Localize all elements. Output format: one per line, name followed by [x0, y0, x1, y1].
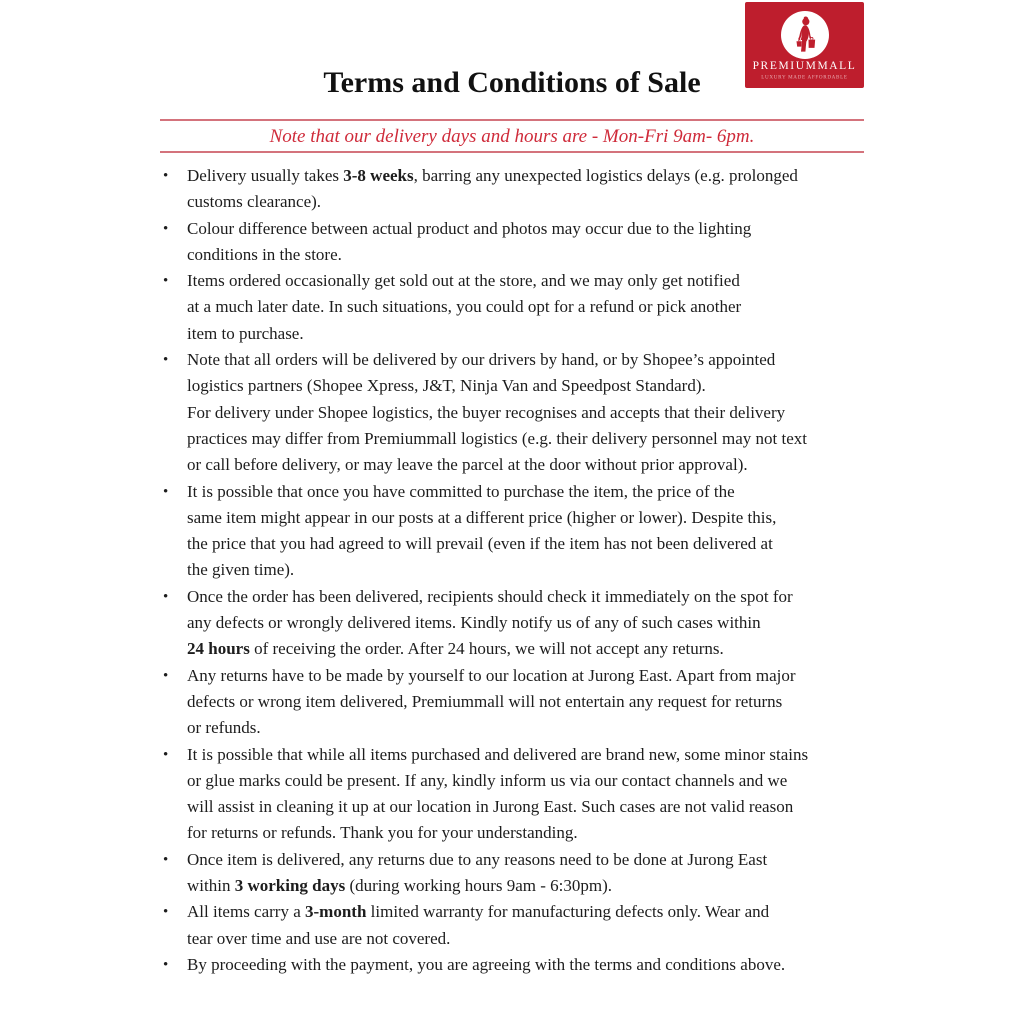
- list-item: [160, 847, 874, 900]
- term-line: It is possible that while all items purchased and delivered are brand new, some minor stains: [187, 744, 809, 764]
- logo-tagline: LUXURY MADE AFFORDABLE: [761, 75, 848, 81]
- term-line: 24 hours of receiving the order. After 24 hours, we will not accept any returns.: [187, 639, 724, 659]
- term-line: the price that you had agreed to will prevail (even if the item has not been delivered at: [187, 534, 773, 554]
- term-line: It is possible that once you have committed to purchase the item, the price of the: [187, 481, 735, 501]
- term-line: By proceeding with the payment, you are agreeing with the terms and conditions above.: [187, 954, 786, 974]
- term-line: any defects or wrongly delivered items. Kindly notify us of any of such cases within: [187, 613, 761, 633]
- bullet-marker: •: [163, 667, 169, 684]
- list-item: [160, 952, 874, 978]
- term-line: item to purchase.: [187, 323, 304, 343]
- term-line: tear over time and use are not covered.: [187, 928, 451, 948]
- term-text: [187, 952, 874, 978]
- woman-shopper-silhouette-icon: [785, 15, 825, 55]
- term-line: defects or wrong item delivered, Premiummall will not entertain any request for returns: [187, 691, 783, 711]
- term-line: the given time).: [187, 560, 295, 580]
- term-line: for returns or refunds. Thank you for your understanding.: [187, 823, 578, 843]
- bullet-marker: •: [163, 588, 169, 605]
- term-line: All items carry a 3-month limited warranty for manufacturing defects only. Wear and: [187, 902, 770, 922]
- bullet-marker: •: [163, 273, 169, 290]
- term-text: [187, 584, 874, 663]
- list-item: [160, 584, 874, 663]
- bullet-marker: •: [163, 851, 169, 868]
- logo-brand-name: PREMIUMMALL: [752, 60, 857, 72]
- divider-bottom: [160, 151, 864, 153]
- term-line: or refunds.: [187, 718, 261, 738]
- term-line: or glue marks could be present. If any, kindly inform us via our contact channels and we: [187, 770, 788, 790]
- list-item: [160, 347, 874, 478]
- term-line: logistics partners (Shopee Xpress, J&T, Ninja Van and Speedpost Standard).: [187, 376, 706, 396]
- term-line: or call before delivery, or may leave the parcel at the door without prior approval).: [187, 455, 748, 475]
- term-text: [187, 899, 874, 952]
- term-line: within 3 working days (during working hours 9am - 6:30pm).: [187, 876, 613, 896]
- bullet-marker: •: [163, 904, 169, 921]
- bullet-marker: •: [163, 483, 169, 500]
- list-item: [160, 216, 874, 269]
- term-line: Delivery usually takes 3-8 weeks, barring any unexpected logistics delays (e.g. prolonged: [187, 166, 798, 185]
- divider-top: [160, 119, 864, 121]
- page-title: Terms and Conditions of Sale: [323, 66, 701, 99]
- term-text: [187, 268, 874, 347]
- list-item: [160, 268, 874, 347]
- bullet-marker: •: [163, 746, 169, 763]
- term-line: will assist in cleaning it up at our location in Jurong East. Such cases are not valid reason: [187, 797, 794, 817]
- logo-emblem: [781, 11, 829, 59]
- term-line: same item might appear in our posts at a different price (higher or lower). Despite this,: [187, 507, 777, 527]
- term-line: Any returns have to be made by yourself to our location at Jurong East. Apart from major: [187, 665, 796, 685]
- term-line: conditions in the store.: [187, 244, 342, 264]
- bullet-marker: •: [163, 956, 169, 973]
- term-text: [187, 347, 874, 478]
- list-item: [160, 479, 874, 584]
- term-text: [187, 663, 874, 742]
- list-item: [160, 742, 874, 847]
- term-line: For delivery under Shopee logistics, the buyer recognises and accepts that their delivery: [187, 402, 786, 422]
- bullet-marker: •: [163, 220, 169, 237]
- term-line: Once item is delivered, any returns due to any reasons need to be done at Jurong East: [187, 849, 768, 869]
- term-text: [187, 216, 874, 269]
- bullet-marker: •: [163, 168, 169, 184]
- term-line: Note that all orders will be delivered by our drivers by hand, or by Shopee’s appointed: [187, 350, 776, 370]
- list-item: [160, 899, 874, 952]
- term-text: [187, 742, 874, 847]
- list-item: [160, 163, 874, 216]
- list-item: [160, 663, 874, 742]
- term-text: [187, 163, 874, 216]
- term-line: Colour difference between actual product and photos may occur due to the lighting: [187, 218, 752, 238]
- term-line: Items ordered occasionally get sold out at the store, and we may only get notified: [187, 271, 740, 291]
- term-text: [187, 479, 874, 584]
- delivery-note: Note that our delivery days and hours are - Mon-Fri 9am- 6pm.: [269, 126, 755, 147]
- term-line: customs clearance).: [187, 192, 322, 212]
- term-text: [187, 847, 874, 900]
- term-line: Once the order has been delivered, recipients should check it immediately on the spot for: [187, 586, 793, 606]
- terms-list: [160, 163, 874, 978]
- term-line: practices may differ from Premiummall logistics (e.g. their delivery personnel may not text: [187, 428, 808, 448]
- term-line: at a much later date. In such situations, you could opt for a refund or pick another: [187, 297, 742, 317]
- bullet-marker: •: [163, 352, 169, 369]
